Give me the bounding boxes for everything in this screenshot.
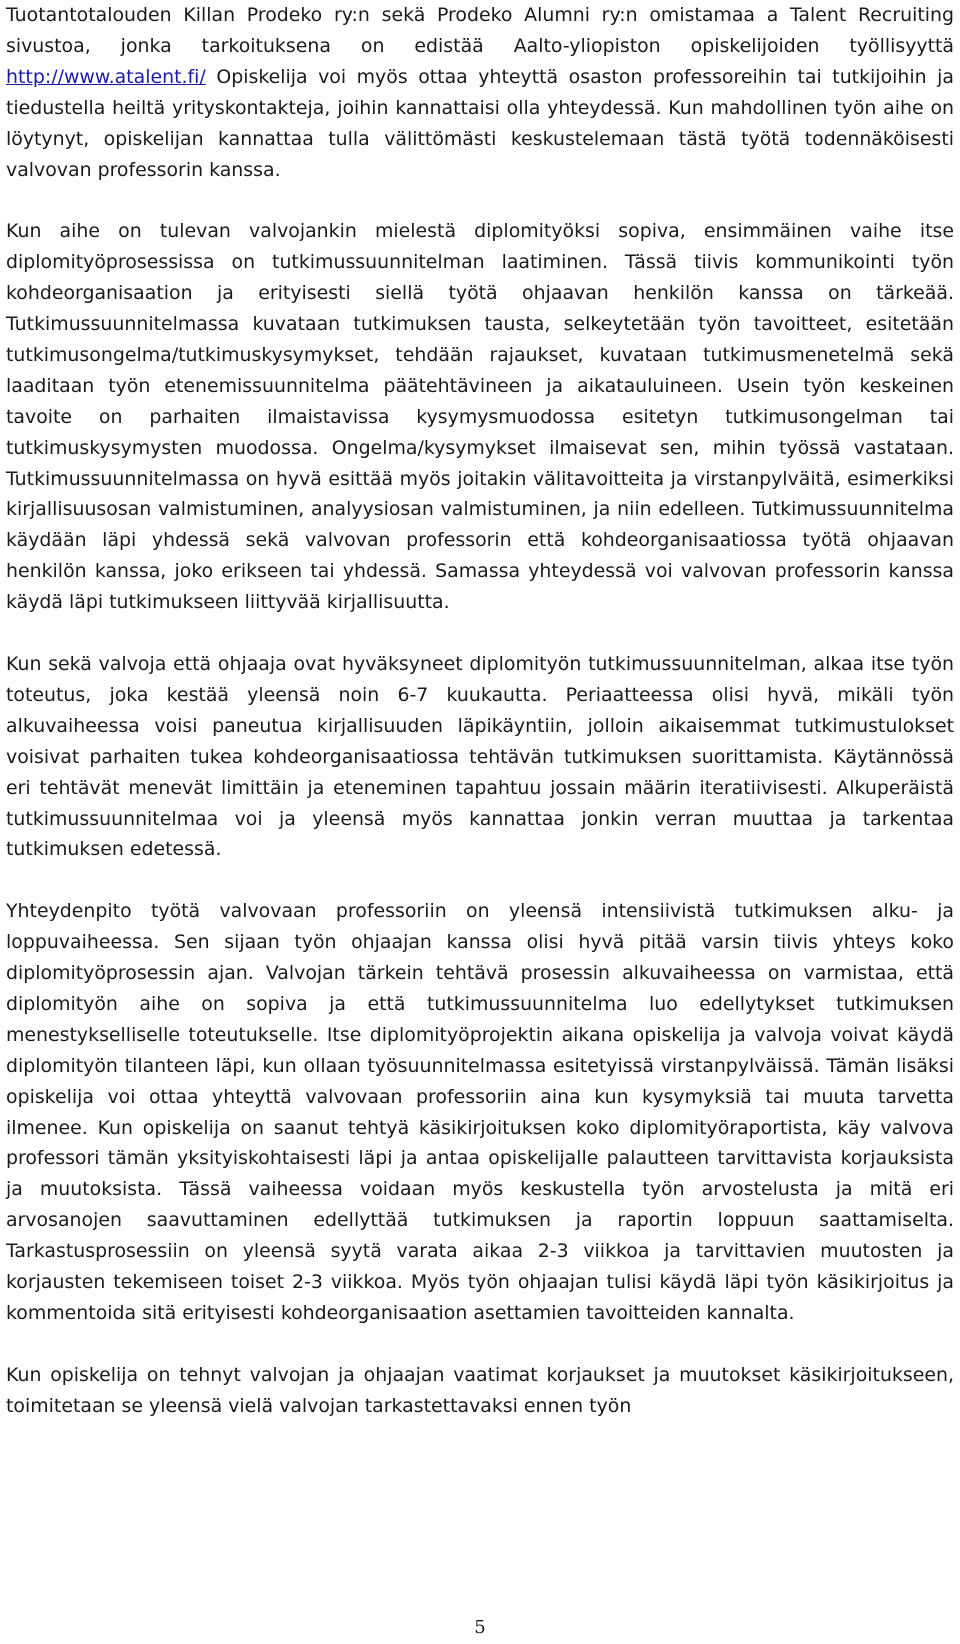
paragraph-2: Kun aihe on tulevan valvojankin mielestä diplomityöksi sopiva, ensimmäinen vaihe itse diplomityöprosessissa on tutkimussuunnitelman laatiminen. Tässä tiivis kommunikointi työn kohdeorganisaation ja erityisesti siellä työtä ohjaavan henkilön kanssa on tärkeää. Tutkimussuunnitelmassa kuvataan tutkimuksen tausta, selkeytetään työn tavoitteet, esitetään tutkimusongelma/tutkimuskysymykset, tehdään rajaukset, kuvataan tutkimusmenetelmä sekä laaditaan työn etenemissuunnitelma päätehtävineen ja aikatauluineen. Usein työn keskeinen tavoite on parhaiten ilmaistavissa kysymysmuodossa esitetyn tutkimusongelman tai tutkimuskysymysten muodossa. Ongelma/kysymykset ilmaisevat sen, mihin työssä vastataan. Tutkimussuunnitelmassa on hyvä esittää myös joitakin välitavoitteita ja virstanpylväitä, esimerkiksi kirjallisuusosan valmistuminen, analyysiosan valmistuminen, ja niin edelleen. Tutkimussuunnitelma käydään läpi yhdessä sekä valvovan professorin että kohdeorganisaatiossa työtä ohjaavan henkilön kanssa, joko erikseen tai yhdessä. Samassa yhteydessä voi valvovan professorin kanssa käydä läpi tutkimukseen liittyvää kirjallisuutta. [6, 220, 954, 614]
paragraph-4: Yhteydenpito työtä valvovaan professoriin on yleensä intensiivistä tutkimuksen alku- ja loppuvaiheessa. Sen sijaan työn ohjaajan kanssa olisi hyvä pitää varsin tiivis yhteys koko diplomityöprosessin ajan. Valvojan tärkein tehtävä prosessin alkuvaiheessa on varmistaa, että diplomityön aihe on sopiva ja että tutkimussuunnitelma luo edellytykset tutkimuksen menestykselliselle toteutukselle. Itse diplomityöprojektin aikana opiskelija ja valvoja voivat käydä diplomityön tilanteen läpi, kun ollaan työsuunnitelmassa esitetyissä virstanpylväissä. Tämän lisäksi opiskelija voi ottaa yhteyttä valvovaan professoriin aina kun kysymyksiä tai muuta tarvetta ilmenee. Kun opiskelija on saanut tehtyä käsikirjoituksen koko diplomityöraportista, käy valvova professori tämän yksityiskohtaisesti läpi ja antaa opiskelijalle palautteen tarvittavista korjauksista ja muutoksista. Tässä vaiheessa voidaan myös keskustella työn arvostelusta ja mitä eri arvosanojen saavuttaminen edellyttää tutkimuksen ja raportin loppuun saattamiselta. Tarkastusprosessiin on yleensä syytä varata aikaa 2-3 viikkoa ja tarvittavien muutosten ja korjausten tekemiseen toiset 2-3 viikkoa. Myös työn ohjaajan tulisi käydä läpi työn käsikirjoitus ja kommentoida sitä erityisesti kohdeorganisaation asettamien tavoitteiden kannalta. [6, 900, 954, 1325]
page-number: 5 [474, 1617, 486, 1638]
paragraph-1-text-after-link: Opiskelija voi myös ottaa yhteyttä osaston professoreihin tai tutkijoihin ja tiedustella heiltä yrityskontakteja, joihin kannattaisi olla yhteydessä. Kun mahdollinen työn aihe on löytynyt, opiskelijan kannattaa tulla välittömästi keskustelemaan tästä työtä todennäköisesti valvovan professorin kanssa. [6, 65, 954, 181]
paragraph-1-text-before-link: Tuotantotalouden Killan Prodeko ry:n sekä Prodeko Alumni ry:n omistamaa a Talent Recruiting sivustoa, jonka tarkoituksena on edistää Aalto-yliopiston opiskelijoiden työllisyyttä [6, 4, 954, 57]
paragraph-5: Kun opiskelija on tehnyt valvojan ja ohjaajan vaatimat korjaukset ja muutokset käsikirjoitukseen, toimitetaan se yleensä vielä valvojan tarkastettavaksi ennen työn [6, 1363, 954, 1417]
atalent-link[interactable]: http://www.atalent.fi/ [6, 65, 206, 88]
paragraph-1 [6, 0, 954, 185]
document-page [6, 0, 954, 1453]
paragraph-3: Kun sekä valvoja että ohjaaja ovat hyväksyneet diplomityön tutkimussuunnitelman, alkaa itse työn toteutus, joka kestää yleensä noin 6-7 kuukautta. Periaatteessa olisi hyvä, mikäli työn alkuvaiheessa voisi paneutua kirjallisuuden läpikäyntiin, jolloin aikaisemmat tutkimustulokset voisivat parhaiten tukea kohdeorganisaatiossa tehtävän tutkimuksen suorittamista. Käytännössä eri tehtävät menevät limittäin ja eteneminen tapahtuu jossain määrin iteratiivisesti. Alkuperäistä tutkimussuunnitelmaa voi ja yleensä myös kannattaa jonkin verran muuttaa ja tarkentaa tutkimuksen edetessä. [6, 653, 954, 861]
